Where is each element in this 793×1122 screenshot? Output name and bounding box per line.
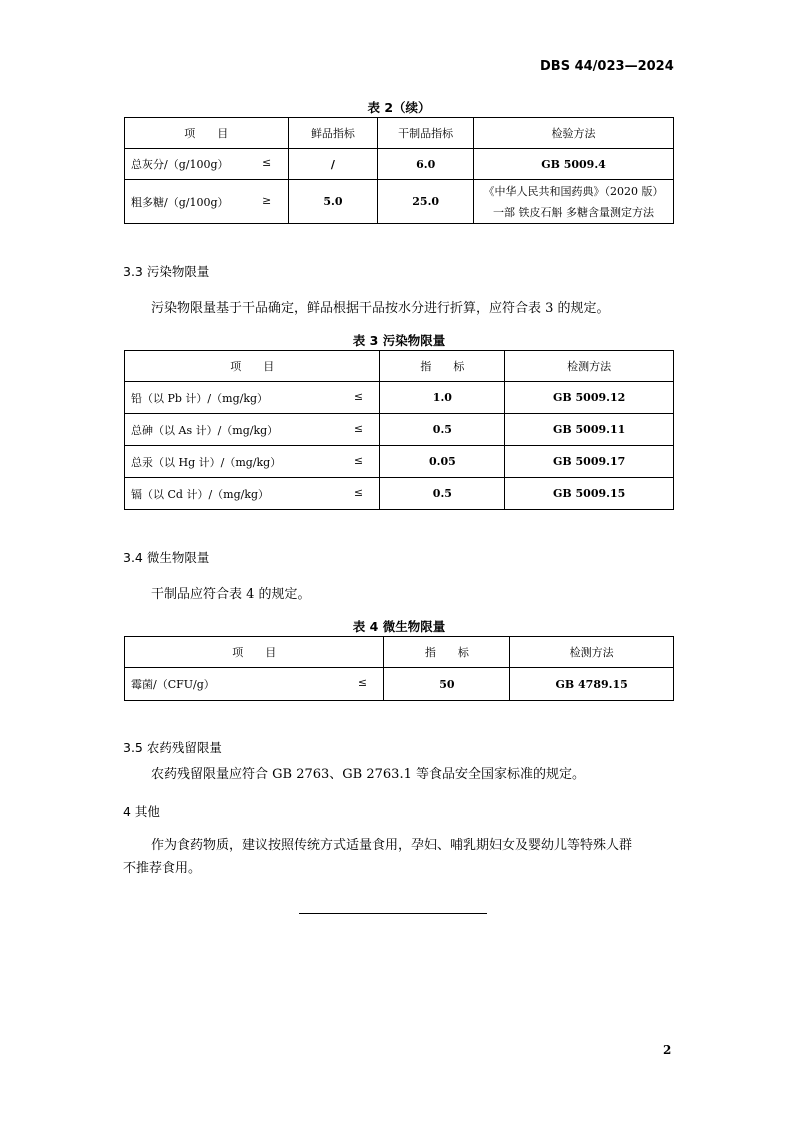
item-name: 镉（以 Cd 计）/（mg/kg） — [131, 487, 270, 501]
table2-header-method: 检验方法 — [474, 118, 674, 149]
table2-caption: 表 2（续） — [367, 100, 431, 115]
table2-header-dried: 干制品指标 — [378, 118, 474, 149]
table3-cell-item — [125, 446, 380, 478]
table2-cell-method: GB 5009.4 — [474, 149, 674, 180]
table2-cell-dried: 25.0 — [378, 180, 474, 224]
table3-cell-method: GB 5009.15 — [505, 478, 674, 510]
table4-header-value: 指 标 — [384, 637, 510, 668]
table3-cell-value: 0.05 — [380, 446, 505, 478]
table4-cell-method: GB 4789.15 — [510, 668, 674, 701]
section-3-3-heading: 3.3 污染物限量 — [123, 264, 210, 279]
table2-header-row — [125, 118, 674, 149]
table3-cell-value: 0.5 — [380, 478, 505, 510]
section-3-5-text: 农药残留限量应符合 GB 2763、GB 2763.1 等食品安全国家标准的规定。 — [151, 767, 585, 782]
table2-cell-item — [125, 149, 289, 180]
limit-symbol: ≤ — [357, 676, 368, 689]
method-line-2: 一部 铁皮石斛 多糖含量测定方法 — [493, 205, 655, 219]
item-name: 铅（以 Pb 计）/（mg/kg） — [131, 391, 269, 405]
section-3-3-text: 污染物限量基于干品确定，鲜品根据干品按水分进行折算，应符合表 3 的规定。 — [151, 301, 610, 316]
item-name: 霉菌/（CFU/g） — [131, 678, 215, 691]
limit-symbol: ≤ — [261, 156, 272, 169]
table3-header-row — [125, 351, 674, 382]
table3-cell-method: GB 5009.12 — [505, 382, 674, 414]
table2-cell-dried: 6.0 — [378, 149, 474, 180]
section-3-5-heading: 3.5 农药残留限量 — [123, 740, 222, 755]
section-3-4-heading: 3.4 微生物限量 — [123, 550, 210, 565]
table3-cell-item — [125, 478, 380, 510]
table2 — [124, 117, 674, 224]
limit-symbol: ≤ — [353, 421, 364, 435]
table-row — [125, 446, 674, 478]
table3-header-value: 指 标 — [380, 351, 505, 382]
standard-code: DBS 44/023—2024 — [540, 59, 674, 74]
table3-header-method: 检测方法 — [505, 351, 674, 382]
table4-header-method: 检测方法 — [510, 637, 674, 668]
end-rule — [299, 913, 487, 914]
limit-symbol: ≤ — [353, 453, 364, 467]
limit-symbol: ≥ — [261, 193, 272, 207]
table-row — [125, 668, 674, 701]
item-name: 总灰分/（g/100g） — [131, 158, 229, 171]
table-row — [125, 414, 674, 446]
table2-header-item: 项 目 — [125, 118, 289, 149]
table2-cell-fresh: 5.0 — [288, 180, 378, 224]
table4 — [124, 636, 674, 701]
section-4-text-line-2: 不推荐食用。 — [123, 861, 202, 876]
table-row — [125, 180, 674, 224]
table3-cell-method: GB 5009.17 — [505, 446, 674, 478]
section-3-4-text: 干制品应符合表 4 的规定。 — [151, 587, 311, 602]
table2-cell-fresh: / — [288, 149, 378, 180]
table2-cell-item — [125, 180, 289, 224]
table3-cell-value: 1.0 — [380, 382, 505, 414]
item-name: 粗多糖/（g/100g） — [131, 195, 229, 209]
table2-header-fresh: 鲜品指标 — [288, 118, 378, 149]
section-4-heading: 4 其他 — [123, 804, 160, 819]
table4-caption: 表 4 微生物限量 — [352, 619, 446, 634]
limit-symbol: ≤ — [353, 485, 364, 499]
item-name: 总汞（以 Hg 计）/（mg/kg） — [131, 455, 282, 469]
item-name: 总砷（以 As 计）/（mg/kg） — [131, 423, 279, 437]
table3-cell-method: GB 5009.11 — [505, 414, 674, 446]
table3-cell-item — [125, 382, 380, 414]
table3-cell-value: 0.5 — [380, 414, 505, 446]
table3-cell-item — [125, 414, 380, 446]
section-4-text-line-1: 作为食药物质，建议按照传统方式适量食用，孕妇、哺乳期妇女及婴幼儿等特殊人群 — [151, 838, 633, 853]
table-row — [125, 382, 674, 414]
table-row — [125, 149, 674, 180]
limit-symbol: ≤ — [353, 389, 364, 403]
table4-cell-value: 50 — [384, 668, 510, 701]
method-line-1: 《中华人民共和国药典》（2020 版） — [483, 184, 664, 198]
table2-cell-method — [474, 180, 674, 224]
table4-header-row — [125, 637, 674, 668]
page-number: 2 — [663, 1043, 672, 1057]
table4-header-item: 项 目 — [125, 637, 384, 668]
table3-caption: 表 3 污染物限量 — [352, 333, 446, 348]
table-row — [125, 478, 674, 510]
table3-header-item: 项 目 — [125, 351, 380, 382]
table4-cell-item — [125, 668, 384, 701]
table3 — [124, 350, 674, 510]
